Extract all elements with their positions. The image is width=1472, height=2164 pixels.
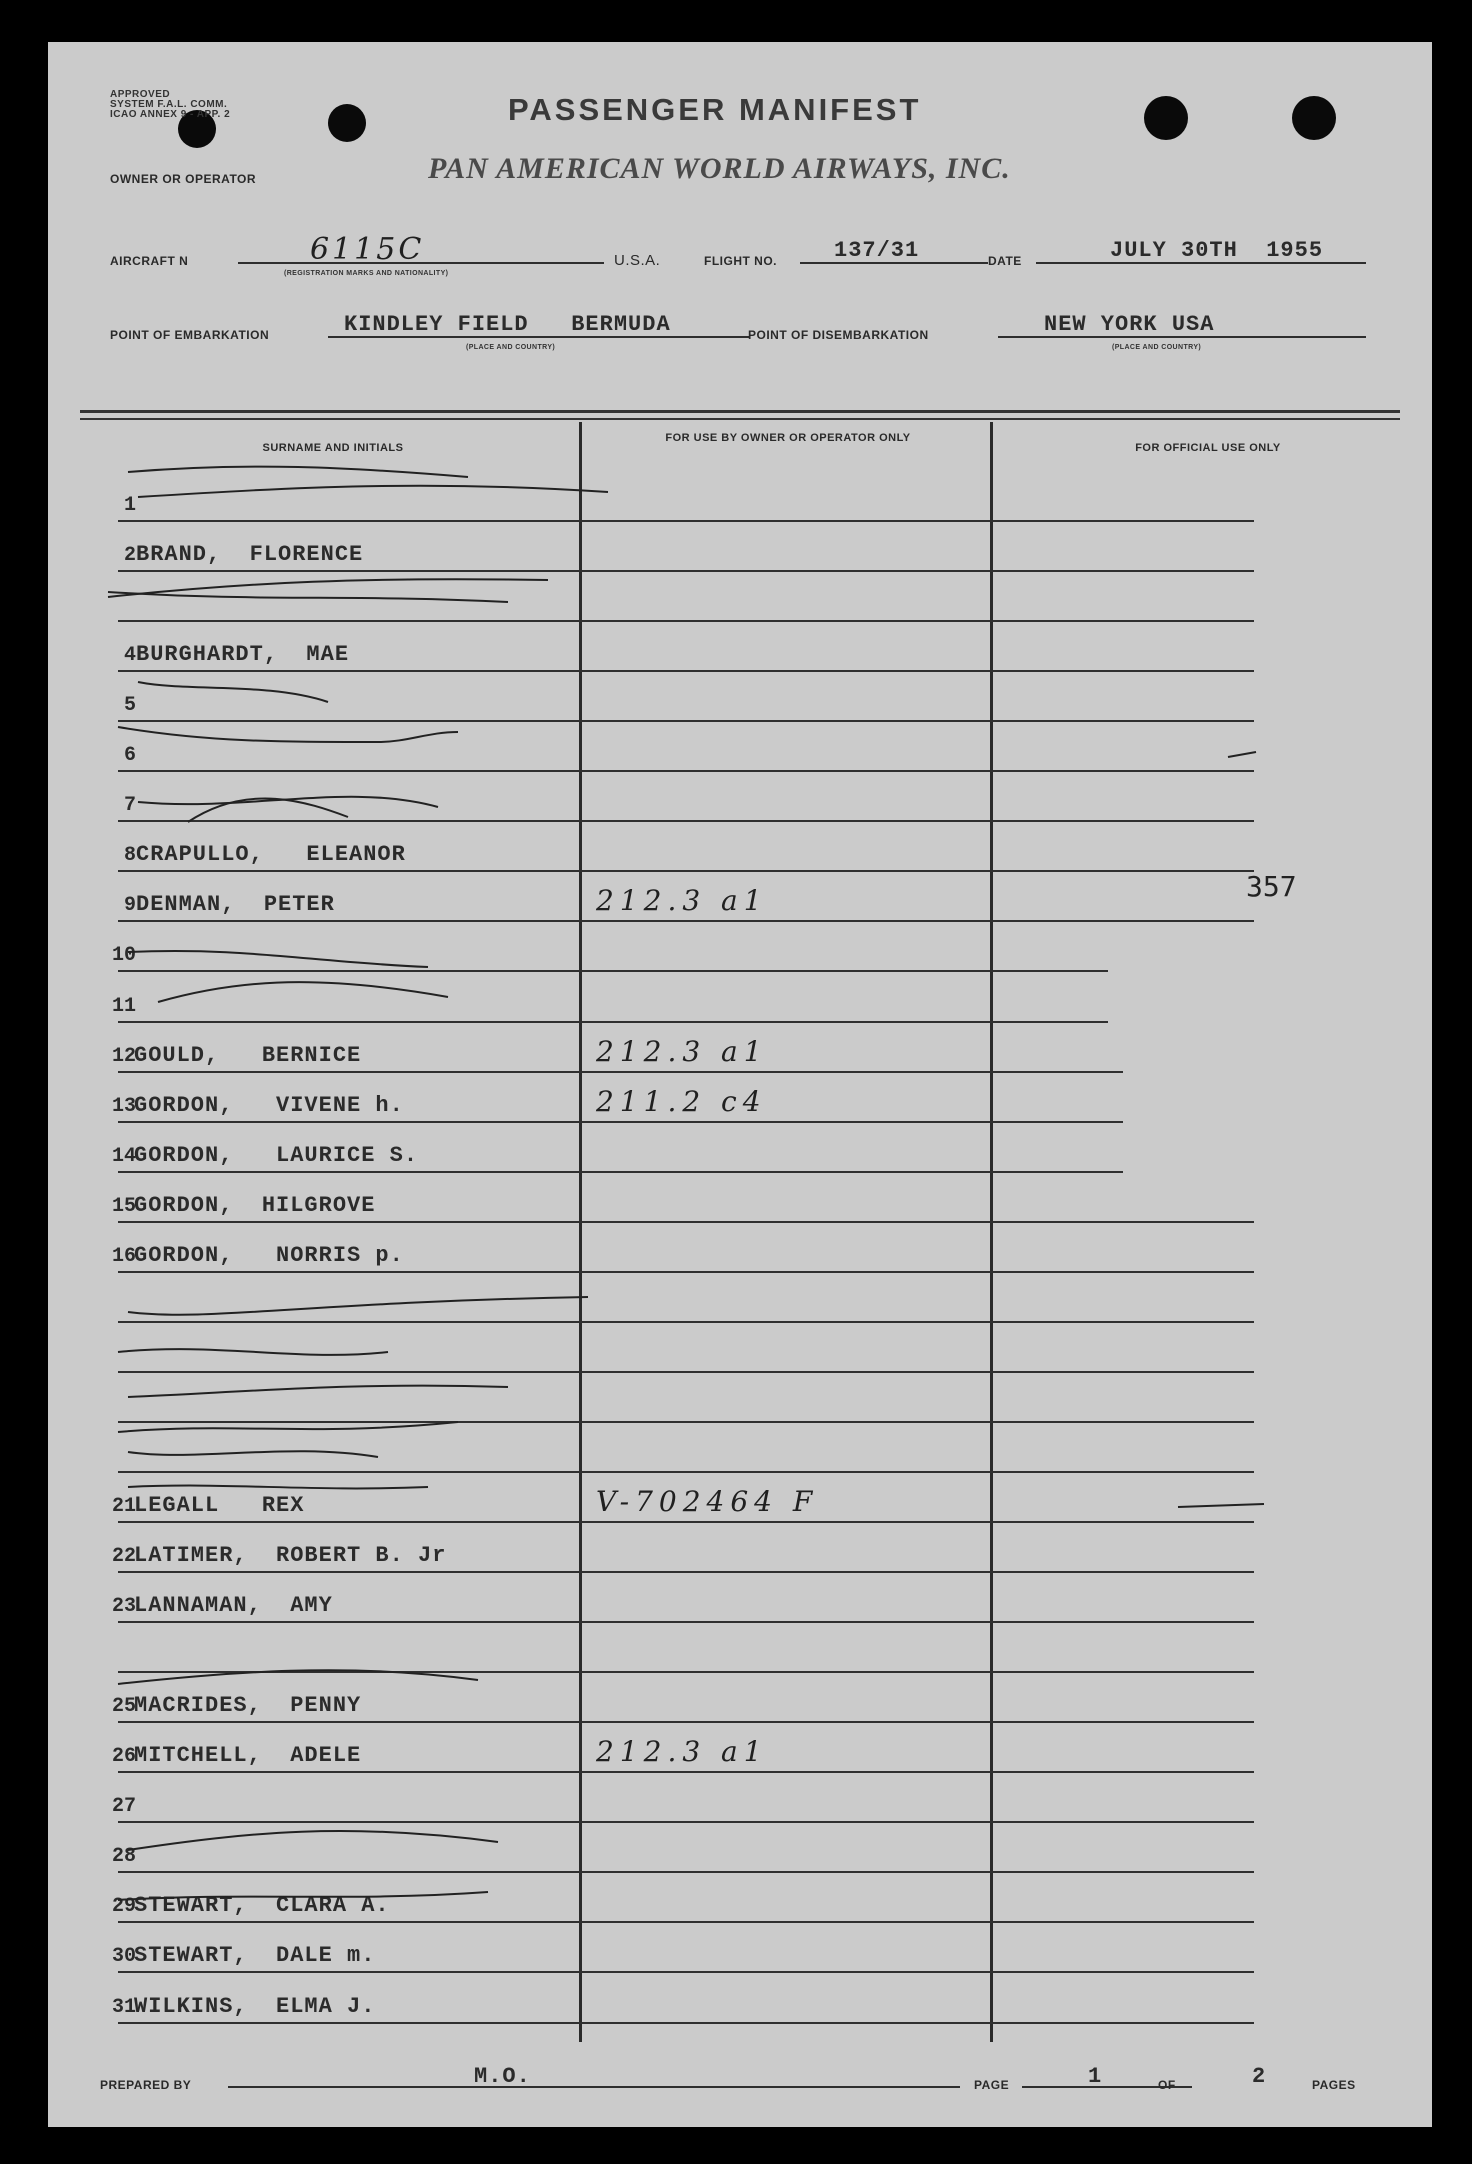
passenger-name: DENMAN, PETER — [136, 892, 335, 918]
column-header-owner-use: FOR USE BY OWNER OR OPERATOR ONLY — [665, 432, 911, 444]
passenger-name: LATIMER, ROBERT B. Jr — [134, 1543, 447, 1569]
passenger-name: GOULD, BERNICE — [134, 1042, 362, 1068]
row-number: 27 — [112, 1795, 137, 1819]
official-note: 357 — [1246, 870, 1297, 903]
row-number: 22 — [112, 1545, 137, 1569]
row-number: 28 — [112, 1845, 137, 1869]
row-number: 25 — [112, 1695, 137, 1719]
flight-value: 137/31 — [834, 238, 920, 263]
manifest-sheet — [48, 42, 1432, 2127]
embarkation-value: KINDLEY FIELD BERMUDA — [344, 312, 671, 337]
owner-label: OWNER OR OPERATOR — [110, 172, 257, 186]
row-number: 16 — [112, 1244, 137, 1268]
passenger-name: GORDON, LAURICE S. — [134, 1142, 419, 1168]
operator-name: PAN AMERICAN WORLD AIRWAYS, INC. — [428, 152, 1011, 185]
passenger-name: MACRIDES, PENNY — [134, 1693, 362, 1719]
passenger-name: LEGALL REX — [134, 1493, 305, 1518]
aircraft-value: 6115C — [310, 232, 425, 267]
aircraft-sublabel: (REGISTRATION MARKS AND NATIONALITY) — [284, 270, 449, 277]
passenger-name: BRAND, FLORENCE — [136, 542, 364, 568]
row-number: 30 — [112, 1945, 137, 1969]
page-label: PAGE — [974, 2078, 1010, 2092]
prepared-by-value: M.O. — [474, 2064, 531, 2089]
passenger-name: GORDON, VIVENE h. — [134, 1092, 404, 1118]
pages-label: PAGES — [1312, 2078, 1356, 2092]
strikeout-scribbles — [48, 42, 1432, 2127]
row-number: 7 — [124, 794, 137, 818]
passenger-name: STEWART, CLARA A. — [134, 1893, 390, 1919]
owner-code: V-702464 F — [596, 1485, 819, 1518]
row-number: 8 — [124, 844, 137, 868]
disembarkation-sublabel: (PLACE AND COUNTRY) — [1112, 344, 1202, 351]
row-number: 10 — [112, 944, 137, 968]
row-number: 14 — [112, 1144, 137, 1168]
row-number: 23 — [112, 1595, 137, 1619]
usa-label: U.S.A. — [614, 252, 661, 269]
aircraft-label: AIRCRAFT N — [110, 254, 189, 268]
disembarkation-label: POINT OF DISEMBARKATION — [748, 328, 929, 342]
row-number: 6 — [124, 744, 137, 768]
row-number: 13 — [112, 1094, 137, 1118]
passenger-name: WILKINS, ELMA J. — [134, 1993, 376, 2019]
passenger-name: GORDON, NORRIS p. — [134, 1242, 404, 1268]
row-number: 1 — [124, 494, 137, 517]
row-number: 12 — [112, 1044, 137, 1068]
row-number: 15 — [112, 1194, 137, 1218]
embarkation-label: POINT OF EMBARKATION — [110, 328, 270, 342]
prepared-by-underline — [228, 2086, 960, 2088]
row-number: 31 — [112, 1995, 137, 2019]
prepared-by-label: PREPARED BY — [100, 2078, 192, 2092]
row-number: 29 — [112, 1895, 137, 1919]
row-number: 2 — [124, 544, 137, 568]
row-number: 9 — [124, 894, 137, 918]
date-label: DATE — [988, 254, 1022, 268]
passenger-name: CRAPULLO, ELEANOR — [136, 842, 406, 868]
passenger-name: BURGHARDT, MAE — [136, 642, 350, 668]
row-number: 11 — [112, 994, 137, 1018]
passenger-name: LANNAMAN, AMY — [134, 1593, 333, 1619]
page-title: PASSENGER MANIFEST — [508, 92, 922, 127]
owner-code: 211.2 c4 — [596, 1084, 767, 1118]
row-number: 26 — [112, 1745, 137, 1769]
passenger-name: STEWART, DALE m. — [134, 1943, 376, 1969]
owner-code: 212.3 a1 — [596, 1735, 768, 1769]
owner-code: 212.3 a1 — [596, 884, 768, 918]
column-header-official-use: FOR OFFICIAL USE ONLY — [1135, 442, 1281, 454]
of-label: OF — [1158, 2078, 1176, 2092]
passenger-name: MITCHELL, ADELE — [134, 1743, 362, 1769]
column-header-surname: SURNAME AND INITIALS — [262, 442, 404, 454]
page-value: 1 — [1088, 2064, 1103, 2089]
row-number: 4 — [124, 644, 137, 668]
of-value: 2 — [1252, 2064, 1267, 2089]
row-number: 21 — [112, 1495, 137, 1518]
approval-stamp: APPROVED SYSTEM F.A.L. COMM. ICAO ANNEX 9 - APP. 2 — [110, 89, 231, 120]
row-number: 5 — [124, 694, 137, 718]
date-value: JULY 30TH 1955 — [1110, 238, 1324, 263]
embarkation-sublabel: (PLACE AND COUNTRY) — [466, 344, 556, 351]
owner-code: 212.3 a1 — [596, 1034, 768, 1068]
flight-label: FLIGHT NO. — [704, 254, 777, 268]
passenger-name: GORDON, HILGROVE — [134, 1192, 376, 1218]
disembarkation-value: NEW YORK USA — [1044, 312, 1215, 337]
